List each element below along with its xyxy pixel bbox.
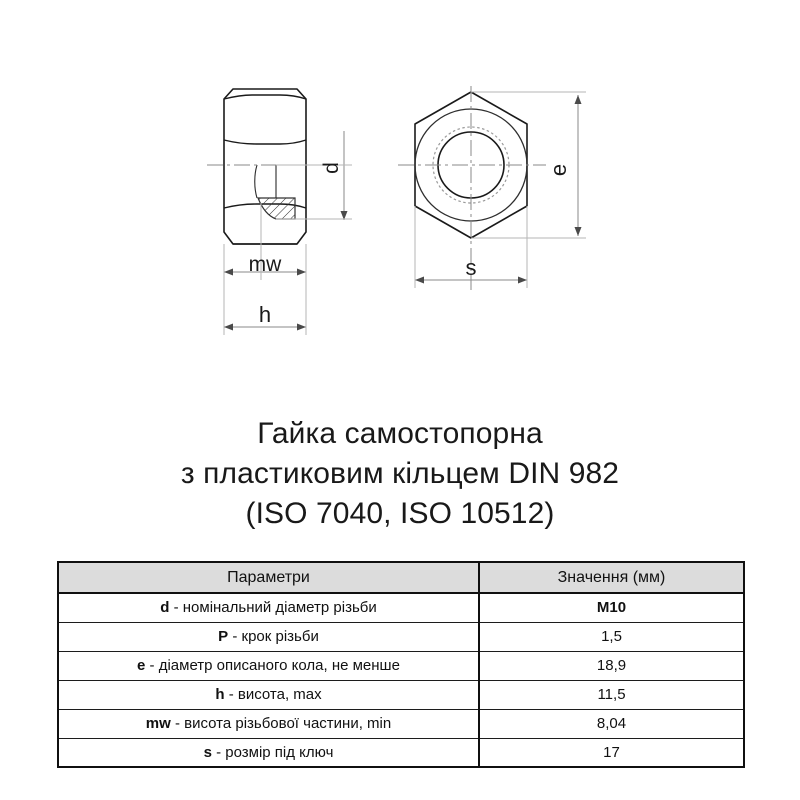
cell-value: 11,5 [479,680,744,709]
cell-value: M10 [479,593,744,622]
cell-parameter [58,738,479,767]
parameter-description: - номінальний діаметр різьби [169,599,377,617]
nylon-insert-section [258,198,295,219]
cell-value: 17 [479,738,744,767]
table-row [58,738,744,767]
table-row [58,593,744,622]
cell-parameter [58,680,479,709]
parameter-symbol: h [215,686,225,703]
dimension-label-d: d [320,162,343,174]
side-view [224,89,306,244]
parameter-description: - крок різьби [228,628,319,645]
dimension-label-h: h [258,302,272,327]
parameter-symbol: s [203,743,212,761]
cell-value: 1,5 [479,622,744,651]
parameter-symbol: e [137,657,146,674]
parameter-description: - висота, max [224,686,322,703]
table-body [58,593,744,767]
title-line-3: (ISO 7040, ISO 10512) [245,497,555,530]
cell-parameter [58,622,479,651]
header-parameter: Параметри [58,562,479,593]
table-row [58,680,744,709]
spec-table-container [57,561,743,768]
parameter-symbol: P [218,628,229,645]
table-header-row [58,562,744,593]
parameter-symbol: d [160,599,170,617]
cell-parameter [58,593,479,622]
parameter-description: - розмір під ключ [211,743,334,761]
cell-parameter [58,709,479,738]
parameter-symbol: mw [145,715,171,732]
side-view-thread-lines [255,165,276,198]
table-row [58,709,744,738]
dimension-label-e: e [546,163,571,177]
spec-table [57,561,745,768]
cell-value: 8,04 [479,709,744,738]
cell-parameter [58,651,479,680]
dimension-label-s: s [465,255,477,280]
dimension-label-mw: mw [248,253,282,276]
cell-value: 18,9 [479,651,744,680]
table-row [58,622,744,651]
title-line-1: Гайка самостопорна [257,417,543,450]
header-value: Значення (мм) [479,562,744,593]
parameter-description: - висота різьбової частини, min [170,715,392,732]
table-row [58,651,744,680]
parameter-description: - діаметр описаного кола, не менше [145,657,400,674]
title-line-2: з пластиковим кільцем DIN 982 [180,457,620,490]
title-block [0,414,800,534]
